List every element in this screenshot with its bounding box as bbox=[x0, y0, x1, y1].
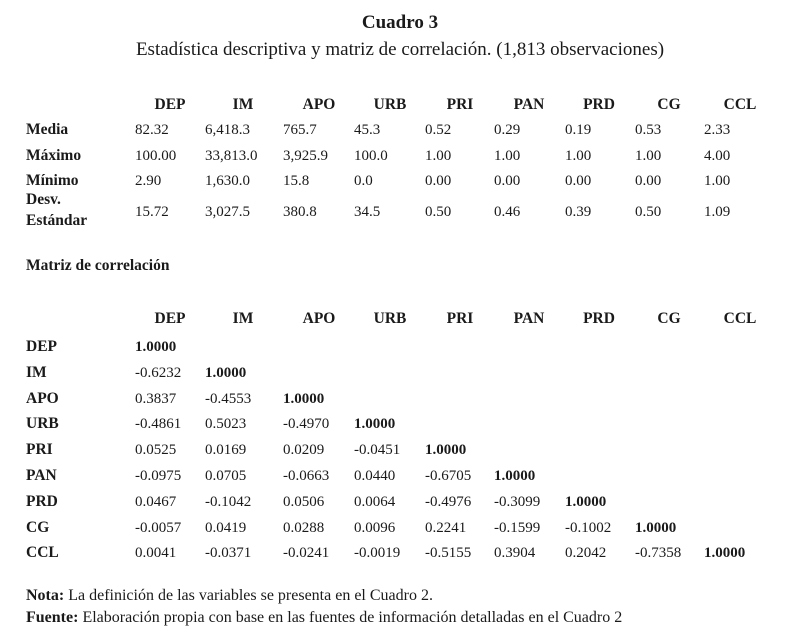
column-header: PRI bbox=[446, 96, 474, 113]
corr-value: 0.0467 bbox=[135, 494, 177, 510]
column-header: URB bbox=[373, 96, 407, 113]
column-header: APO bbox=[302, 96, 336, 113]
source-text: Elaboración propia con base en las fuentes de información detalladas en el Cuadro 2 bbox=[78, 609, 623, 626]
stat-value: 1.00 bbox=[704, 173, 731, 189]
column-header: DEP bbox=[154, 96, 186, 113]
corr-value: -0.0371 bbox=[205, 545, 252, 561]
stat-value: 3,027.5 bbox=[205, 204, 250, 220]
stat-value: 1.00 bbox=[425, 148, 452, 164]
stat-value: 1.09 bbox=[704, 204, 731, 220]
corr-value: 0.0041 bbox=[135, 545, 177, 561]
stat-value: 0.52 bbox=[425, 122, 452, 138]
corr-value: 0.2241 bbox=[425, 520, 467, 536]
correlation-section-title: Matriz de correlación bbox=[26, 257, 170, 274]
stat-value: 100.00 bbox=[135, 148, 177, 164]
corr-value: 0.0506 bbox=[283, 494, 325, 510]
column-header: IM bbox=[232, 310, 254, 327]
row-label: PAN bbox=[26, 467, 57, 484]
corr-diagonal-value: 1.0000 bbox=[494, 468, 536, 484]
column-header: CCL bbox=[723, 310, 757, 327]
corr-diagonal-value: 1.0000 bbox=[425, 442, 467, 458]
row-label: APO bbox=[26, 390, 59, 407]
stat-value: 2.33 bbox=[704, 122, 731, 138]
corr-value: 0.0705 bbox=[205, 468, 247, 484]
corr-value: -0.0241 bbox=[283, 545, 330, 561]
column-header: CCL bbox=[723, 96, 757, 113]
stat-value: 0.00 bbox=[425, 173, 452, 189]
corr-diagonal-value: 1.0000 bbox=[565, 494, 607, 510]
corr-value: 0.0169 bbox=[205, 442, 247, 458]
stat-value: 4.00 bbox=[704, 148, 731, 164]
corr-value: 0.0525 bbox=[135, 442, 177, 458]
column-header: URB bbox=[373, 310, 407, 327]
corr-value: -0.6232 bbox=[135, 365, 182, 381]
stat-value: 765.7 bbox=[283, 122, 317, 138]
stat-value: 3,925.9 bbox=[283, 148, 328, 164]
stat-value: 0.0 bbox=[354, 173, 373, 189]
corr-value: -0.6705 bbox=[425, 468, 472, 484]
stat-value: 1.00 bbox=[565, 148, 592, 164]
corr-value: 0.0440 bbox=[354, 468, 396, 484]
corr-value: -0.3099 bbox=[494, 494, 541, 510]
stat-value: 0.00 bbox=[565, 173, 592, 189]
row-label: IM bbox=[26, 364, 47, 381]
stat-value: 0.50 bbox=[425, 204, 452, 220]
column-header: PRD bbox=[583, 96, 615, 113]
stat-value: 0.00 bbox=[494, 173, 521, 189]
stat-value: 0.29 bbox=[494, 122, 521, 138]
stat-value: 0.50 bbox=[635, 204, 662, 220]
column-header: IM bbox=[232, 96, 254, 113]
corr-value: 0.5023 bbox=[205, 416, 247, 432]
corr-value: 0.3837 bbox=[135, 391, 177, 407]
stat-value: 6,418.3 bbox=[205, 122, 250, 138]
stat-value: 1.00 bbox=[494, 148, 521, 164]
stat-value: 1,630.0 bbox=[205, 173, 250, 189]
table-subtitle: Estadística descriptiva y matriz de correlación. (1,813 observaciones) bbox=[135, 39, 665, 60]
corr-value: -0.0019 bbox=[354, 545, 401, 561]
corr-diagonal-value: 1.0000 bbox=[354, 416, 396, 432]
stat-value: 0.19 bbox=[565, 122, 592, 138]
row-label: PRI bbox=[26, 441, 53, 458]
row-label: URB bbox=[26, 415, 59, 432]
corr-value: -0.5155 bbox=[425, 545, 472, 561]
row-label: DEP bbox=[26, 338, 57, 355]
row-label: Mínimo bbox=[26, 172, 79, 189]
stat-value: 34.5 bbox=[354, 204, 381, 220]
stat-value: 45.3 bbox=[354, 122, 381, 138]
corr-value: -0.4976 bbox=[425, 494, 472, 510]
corr-value: -0.0975 bbox=[135, 468, 182, 484]
corr-diagonal-value: 1.0000 bbox=[135, 339, 177, 355]
column-header: PRI bbox=[446, 310, 474, 327]
column-header: PRD bbox=[583, 310, 615, 327]
table-note bbox=[26, 586, 433, 606]
row-label: CG bbox=[26, 519, 50, 536]
stat-value: 82.32 bbox=[135, 122, 169, 138]
column-header: PAN bbox=[513, 96, 545, 113]
corr-value: -0.1599 bbox=[494, 520, 541, 536]
corr-value: -0.1002 bbox=[565, 520, 612, 536]
corr-value: -0.4970 bbox=[283, 416, 330, 432]
source-label: Fuente: bbox=[26, 609, 79, 626]
column-header: PAN bbox=[513, 310, 545, 327]
stat-value: 100.0 bbox=[354, 148, 388, 164]
row-label: Desv. bbox=[26, 191, 61, 208]
table-source bbox=[26, 608, 622, 628]
corr-value: 0.3904 bbox=[494, 545, 536, 561]
stat-value: 33,813.0 bbox=[205, 148, 258, 164]
note-text: La definición de las variables se presenta en el Cuadro 2. bbox=[64, 587, 433, 604]
corr-value: -0.1042 bbox=[205, 494, 252, 510]
corr-value: -0.4553 bbox=[205, 391, 252, 407]
corr-value: 0.0419 bbox=[205, 520, 247, 536]
stat-value: 15.72 bbox=[135, 204, 169, 220]
stat-value: 0.46 bbox=[494, 204, 521, 220]
stat-value: 15.8 bbox=[283, 173, 310, 189]
stat-value: 1.00 bbox=[635, 148, 662, 164]
column-header: APO bbox=[302, 310, 336, 327]
corr-value: 0.0096 bbox=[354, 520, 396, 536]
corr-value: 0.0209 bbox=[283, 442, 325, 458]
row-label: PRD bbox=[26, 493, 58, 510]
row-label-line2: Estándar bbox=[26, 212, 88, 229]
corr-diagonal-value: 1.0000 bbox=[283, 391, 325, 407]
corr-value: -0.0451 bbox=[354, 442, 401, 458]
row-label: Media bbox=[26, 121, 69, 138]
corr-value: 0.0288 bbox=[283, 520, 325, 536]
stat-value: 0.53 bbox=[635, 122, 662, 138]
corr-diagonal-value: 1.0000 bbox=[635, 520, 677, 536]
stat-value: 380.8 bbox=[283, 204, 317, 220]
stat-value: 2.90 bbox=[135, 173, 162, 189]
corr-value: 0.0064 bbox=[354, 494, 396, 510]
stat-value: 0.39 bbox=[565, 204, 592, 220]
stat-value: 0.00 bbox=[635, 173, 662, 189]
corr-value: 0.2042 bbox=[565, 545, 607, 561]
row-label: CCL bbox=[26, 544, 59, 561]
column-header: CG bbox=[657, 96, 681, 113]
column-header: DEP bbox=[154, 310, 186, 327]
corr-value: -0.4861 bbox=[135, 416, 182, 432]
row-label: Máximo bbox=[26, 147, 82, 164]
note-label: Nota: bbox=[26, 587, 65, 604]
corr-value: -0.0663 bbox=[283, 468, 330, 484]
column-header: CG bbox=[657, 310, 681, 327]
corr-value: -0.0057 bbox=[135, 520, 182, 536]
corr-diagonal-value: 1.0000 bbox=[205, 365, 247, 381]
table-title: Cuadro 3 bbox=[361, 12, 439, 33]
corr-diagonal-value: 1.0000 bbox=[704, 545, 746, 561]
corr-value: -0.7358 bbox=[635, 545, 682, 561]
